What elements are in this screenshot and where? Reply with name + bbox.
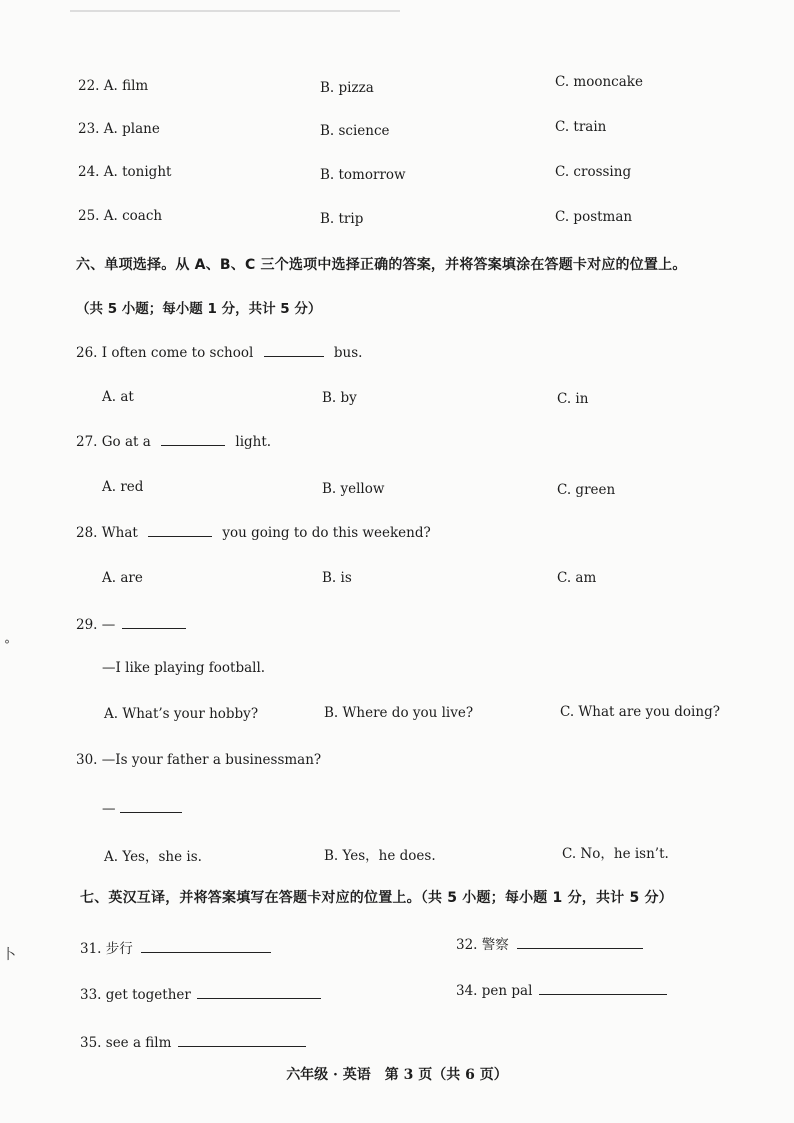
question-stem-end: light. <box>235 434 272 450</box>
question-stem: 27. Go at a <box>76 434 151 450</box>
question-stem: 33. get together <box>80 987 191 1003</box>
option-b: B. Where do you live? <box>324 705 474 721</box>
margin-mark: 卜 <box>2 947 16 963</box>
option-a: A. tonight <box>103 164 172 180</box>
section-6-heading: 六、单项选择。从 A、B、C 三个选项中选择正确的答案，并将答案填涂在答题卡对应的位置上。 <box>76 257 687 273</box>
option-b: B. pizza <box>320 80 374 96</box>
question-34 <box>456 982 667 999</box>
answer-blank[interactable] <box>178 1034 306 1047</box>
dialogue-reply-blank <box>102 800 182 817</box>
top-edge-line <box>70 10 400 12</box>
option-b: B. tomorrow <box>320 167 406 183</box>
question-24 <box>78 164 171 180</box>
option-c: C. green <box>557 482 616 498</box>
answer-blank[interactable] <box>517 936 643 949</box>
question-23 <box>78 121 160 137</box>
option-b: B. trip <box>320 211 364 227</box>
answer-blank[interactable] <box>148 524 212 537</box>
question-stem: 35. see a film <box>80 1035 172 1051</box>
answer-blank[interactable] <box>539 982 667 995</box>
question-26 <box>76 344 362 361</box>
dash: — <box>102 801 116 817</box>
question-27 <box>76 433 271 450</box>
option-a: A. red <box>102 479 144 495</box>
question-28 <box>76 524 431 541</box>
question-31 <box>80 937 271 957</box>
option-a: A. Yes，she is. <box>104 849 202 865</box>
question-33 <box>80 986 321 1003</box>
option-a: A. plane <box>103 121 160 137</box>
question-stem: 28. What <box>76 525 138 541</box>
question-29 <box>76 616 186 633</box>
option-b: B. is <box>322 570 352 586</box>
option-a: A. film <box>103 78 149 94</box>
option-a: A. are <box>102 570 143 586</box>
option-c: C. am <box>557 570 597 586</box>
question-35 <box>80 1034 306 1051</box>
question-stem: 31. 步行 <box>80 941 133 957</box>
answer-blank[interactable] <box>122 616 186 629</box>
option-b: B. science <box>320 123 390 139</box>
question-stem: 32. 警察 <box>456 937 509 953</box>
option-c: C. No，he isn’t. <box>562 846 669 862</box>
question-25 <box>78 208 162 224</box>
option-c: C. train <box>555 119 607 135</box>
option-c: C. What are you doing? <box>560 704 720 720</box>
question-stem-end: bus. <box>333 345 363 361</box>
question-stem-end: you going to do this weekend? <box>222 525 431 541</box>
option-c: C. postman <box>555 209 633 225</box>
answer-blank[interactable] <box>120 800 182 813</box>
section-6-note: （共 5 小题；每小题 1 分，共计 5 分） <box>76 301 322 317</box>
option-a: A. What’s your hobby? <box>104 706 259 722</box>
answer-blank[interactable] <box>161 433 225 446</box>
option-a: A. at <box>102 389 134 405</box>
question-number: 25. <box>78 208 100 224</box>
option-b: B. by <box>322 390 357 406</box>
question-22 <box>78 78 148 94</box>
option-c: C. mooncake <box>555 74 643 90</box>
question-stem: 29. — <box>76 617 116 633</box>
option-c: C. crossing <box>555 164 632 180</box>
answer-blank[interactable] <box>141 940 271 953</box>
answer-blank[interactable] <box>264 344 324 357</box>
margin-mark: ° <box>4 638 10 652</box>
question-number: 22. <box>78 78 100 94</box>
section-7-heading: 七、英汉互译，并将答案填写在答题卡对应的位置上。（共 5 小题；每小题 1 分，共计 5 分） <box>80 890 673 906</box>
question-stem: 26. I often come to school <box>76 345 254 361</box>
option-b: B. yellow <box>322 481 385 497</box>
answer-blank[interactable] <box>197 986 321 999</box>
option-c: C. in <box>557 391 589 407</box>
option-b: B. Yes，he does. <box>324 848 436 864</box>
dialogue-reply: —I like playing football. <box>102 660 266 676</box>
page-footer: 六年级 · 英语 第 3 页（共 6 页） <box>286 1067 508 1083</box>
question-32 <box>456 933 643 953</box>
question-stem: 34. pen pal <box>456 983 533 999</box>
question-number: 24. <box>78 164 100 180</box>
question-30: 30. —Is your father a businessman? <box>76 752 322 768</box>
option-a: A. coach <box>103 208 163 224</box>
question-number: 23. <box>78 121 100 137</box>
